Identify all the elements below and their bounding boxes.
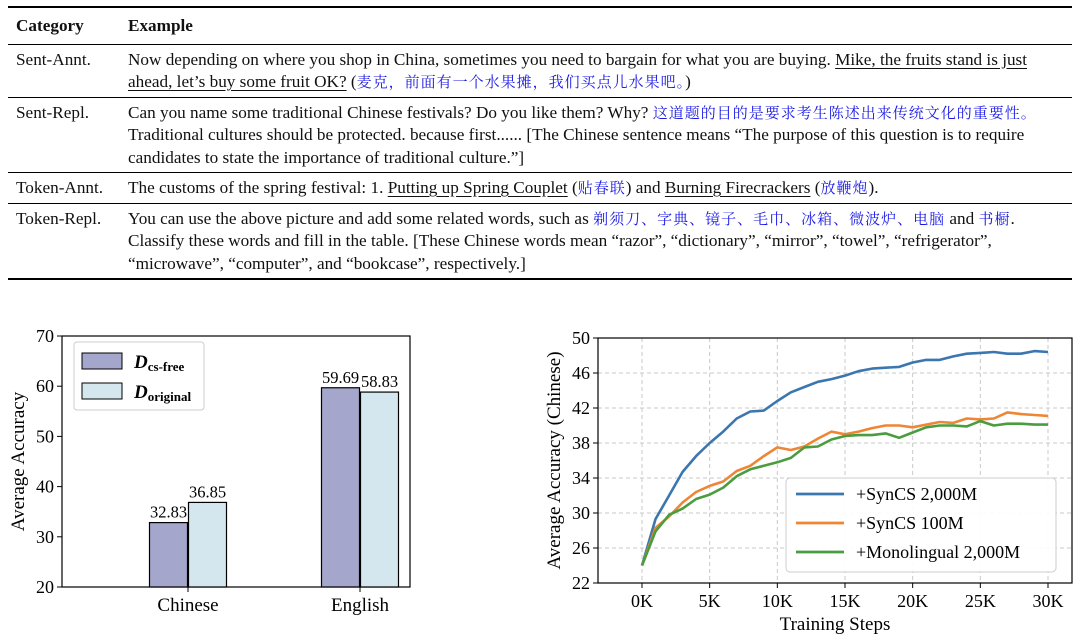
chinese-text: 贴春联 — [577, 179, 626, 197]
header-category: Category — [16, 16, 84, 35]
row-example — [128, 208, 1072, 276]
legend-label-subscript: cs-free — [147, 359, 185, 374]
y-tick-label: 30 — [572, 503, 590, 523]
bar-chart — [0, 318, 540, 640]
y-tick-label: 50 — [36, 426, 54, 447]
x-tick-label: 20K — [897, 591, 929, 611]
table-bottom-rule — [8, 278, 1072, 280]
y-tick-label: 50 — [572, 328, 590, 348]
row-example — [128, 102, 1072, 170]
y-tick-label: 70 — [36, 326, 54, 346]
example-text: Now depending on where you shop in China, sometimes you need to bargain for what you are buying. — [128, 49, 836, 69]
x-tick-label: 5K — [698, 591, 721, 611]
legend-label: +Monolingual 2,000M — [856, 542, 1021, 562]
row-category: Token-Repl. — [16, 208, 102, 228]
example-text: The customs of the spring festival: 1. — [128, 178, 388, 197]
x-tick-label: 15K — [829, 591, 861, 611]
chinese-text: 这道题的目的是要求考生陈述出来传统文化的重要性。 — [652, 103, 1037, 122]
row-category: Sent-Repl. — [16, 102, 90, 122]
examples-table — [8, 6, 1072, 280]
bar-value-label: 32.83 — [149, 502, 188, 522]
bar — [322, 388, 360, 587]
example-text: ) and — [625, 178, 665, 197]
x-axis-label: Training Steps — [779, 614, 891, 635]
legend-label: +SynCS 100M — [856, 513, 964, 533]
chinese-text: 剃须刀、字典、镜子、毛巾、冰箱、微波炉、电脑 — [593, 209, 946, 228]
table-row — [8, 173, 1072, 203]
legend-swatch — [82, 383, 122, 399]
example-text: Traditional cultures should be protected. because first...... [The Chinese sentence means “The purpose of this question is to require candidates to state the importance of traditional culture.”] — [128, 125, 1025, 167]
y-tick-label: 42 — [572, 398, 590, 418]
chinese-text: 书橱 — [978, 209, 1011, 228]
example-text: You can use the above picture and add some related words, such as — [128, 208, 594, 228]
y-tick-label: 20 — [36, 577, 54, 597]
bar-value-label: 58.83 — [360, 372, 399, 392]
bar — [150, 523, 188, 587]
y-tick-label: 46 — [572, 363, 590, 383]
header-example: Example — [128, 16, 193, 35]
y-tick-label: 40 — [36, 476, 54, 497]
bar — [189, 502, 227, 587]
y-tick-label: 22 — [572, 573, 590, 593]
table-row — [8, 204, 1072, 279]
example-text: ) — [685, 72, 691, 91]
y-axis-label: Average Accuracy (Chinese) — [544, 351, 565, 570]
y-tick-label: 30 — [36, 526, 54, 547]
bar-value-label: 59.69 — [321, 367, 360, 387]
legend-label-subscript: original — [147, 389, 192, 404]
y-tick-label: 34 — [572, 468, 590, 488]
bar-value-label: 36.85 — [188, 482, 227, 502]
table-row — [8, 98, 1072, 173]
underlined-text: Putting up Spring Couplet — [387, 178, 568, 197]
underlined-text: Burning Firecrackers — [664, 178, 811, 197]
example-text: ). — [868, 178, 879, 197]
x-tick-label: 0K — [631, 591, 653, 611]
legend-swatch — [82, 353, 122, 369]
row-category: Sent-Annt. — [16, 49, 91, 69]
row-example — [128, 49, 1072, 94]
legend-label-main: D — [134, 382, 148, 403]
table-body — [8, 45, 1072, 279]
example-text: Can you name some traditional Chinese festivals? Do you like them? Why? — [128, 102, 653, 122]
legend — [786, 478, 1056, 572]
underlined-text: Mike, the fruits stand is just ahead, let’s buy some fruit OK? — [128, 49, 1028, 91]
example-text: and — [945, 208, 979, 228]
y-tick-label: 60 — [36, 376, 54, 397]
line-chart — [540, 318, 1080, 640]
x-tick-label: 25K — [964, 591, 996, 611]
y-tick-label: 26 — [572, 538, 590, 558]
x-tick-label: English — [330, 595, 390, 616]
y-tick-label: 38 — [572, 433, 590, 453]
legend-label: +SynCS 2,000M — [856, 484, 978, 504]
chinese-text: 放鞭炮 — [820, 179, 869, 197]
table-header-row — [8, 8, 1072, 44]
example-text: ( — [346, 72, 357, 91]
example-text: ( — [810, 178, 821, 197]
bar — [361, 392, 399, 587]
x-tick-label: 10K — [761, 591, 793, 611]
table-row — [8, 45, 1072, 97]
example-text: . Classify these words and fill in the table. [These Chinese words mean “razor”, “dictionary”, “mirror”, “towel”, “refrigerator”, “microwave”, “computer”, and “bookcase”, respectively.] — [128, 208, 1015, 273]
x-tick-label: 30K — [1032, 591, 1064, 611]
example-text: ( — [567, 178, 578, 197]
legend — [74, 342, 204, 410]
x-tick-label: Chinese — [157, 595, 219, 616]
chinese-text: 麦克，前面有一个水果摊，我们买点儿水果吧。 — [356, 73, 686, 91]
row-category: Token-Annt. — [16, 178, 104, 197]
y-axis-label: Average Accuracy — [8, 391, 29, 532]
row-example — [128, 177, 1072, 200]
legend-label-main: D — [134, 352, 148, 373]
